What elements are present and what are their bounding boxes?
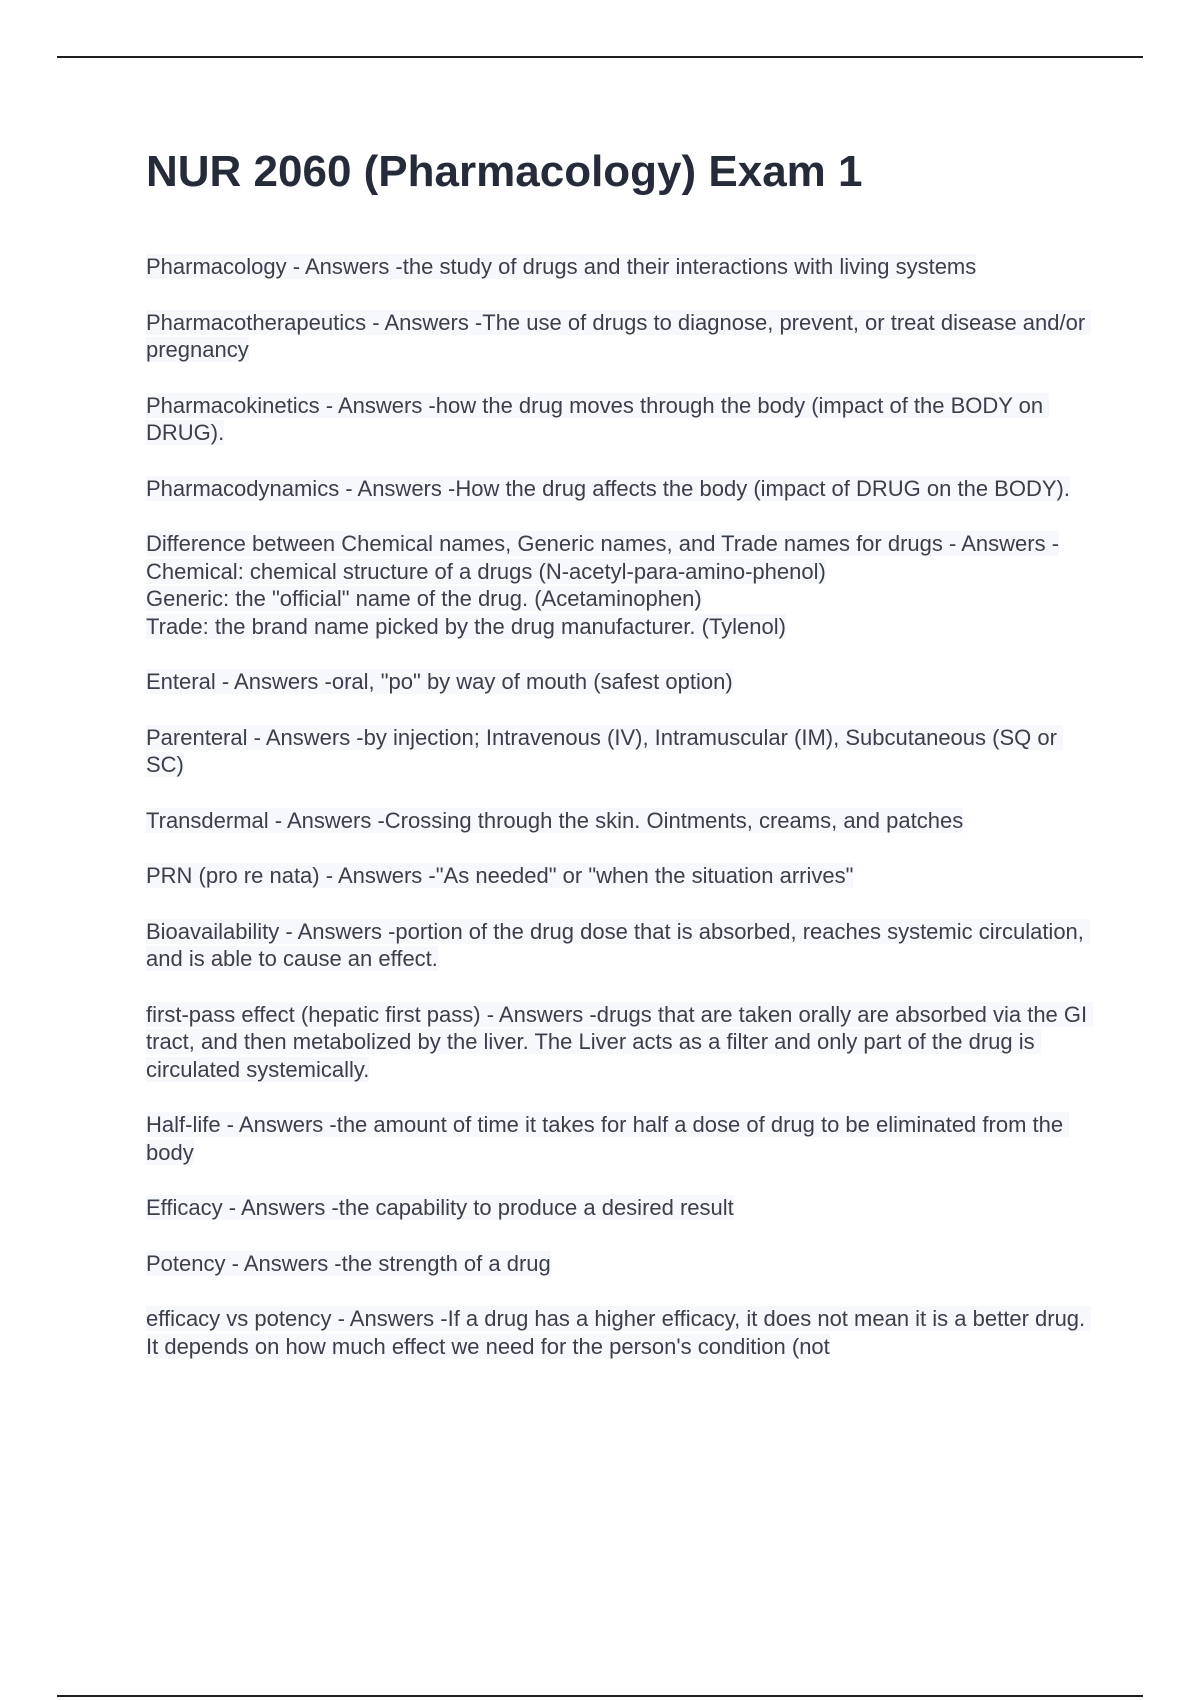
qa-text: Pharmacotherapeutics - Answers -The use of drugs to diagnose, prevent, or treat disease and/or pregnancy — [146, 309, 1092, 362]
qa-text: Pharmacodynamics - Answers -How the drug affects the body (impact of DRUG on the BODY). — [146, 475, 1070, 501]
qa-text: Efficacy - Answers -the capability to produce a desired result — [146, 1195, 734, 1220]
qa-item-transdermal — [146, 807, 1096, 835]
qa-list — [146, 253, 1096, 1388]
qa-item-efficacy — [146, 1194, 1096, 1222]
qa-item-potency — [146, 1250, 1096, 1278]
qa-text: first-pass effect (hepatic first pass) - Answers -drugs that are taken orally are absorbed via the GI tract, and then metabolized by the liver. The Liver acts as a filter and only part of the drug is circulated systemically. — [146, 1001, 1094, 1082]
qa-text: Potency - Answers -the strength of a drug — [146, 1250, 551, 1276]
qa-text: Enteral - Answers -oral, "po" by way of mouth (safest option) — [146, 669, 733, 694]
qa-text: PRN (pro re nata) - Answers -"As needed" or "when the situation arrives" — [146, 863, 854, 888]
qa-text: Half-life - Answers -the amount of time it takes for half a dose of drug to be eliminated from the body — [146, 1112, 1070, 1165]
qa-item-pharmacokinetics — [146, 392, 1096, 447]
qa-text: Transdermal - Answers -Crossing through the skin. Ointments, creams, and patches — [146, 807, 964, 833]
qa-item-drug-names — [146, 530, 1096, 640]
qa-item-prn — [146, 862, 1096, 890]
bottom-rule — [57, 1695, 1143, 1697]
qa-item-efficacy-vs-potency — [146, 1305, 1096, 1360]
qa-item-pharmacotherapeutics — [146, 309, 1096, 364]
qa-item-half-life — [146, 1111, 1096, 1166]
qa-text: Parenteral - Answers -by injection; Intravenous (IV), Intramuscular (IM), Subcutaneous (SQ or SC) — [146, 724, 1064, 777]
qa-item-parenteral — [146, 724, 1096, 779]
document-title: NUR 2060 (Pharmacology) Exam 1 — [146, 147, 863, 196]
qa-item-pharmacodynamics — [146, 475, 1096, 503]
qa-item-enteral — [146, 668, 1096, 696]
top-rule — [57, 56, 1143, 58]
qa-item-first-pass-effect — [146, 1001, 1096, 1084]
qa-text: efficacy vs potency - Answers -If a drug has a higher efficacy, it does not mean it is a better drug. It depends on how much effect we need for the person's condition (not — [146, 1306, 1092, 1359]
qa-text: Pharmacokinetics - Answers -how the drug moves through the body (impact of the BODY on DRUG). — [146, 392, 1050, 445]
qa-item-bioavailability — [146, 918, 1096, 973]
qa-text: Bioavailability - Answers -portion of the drug dose that is absorbed, reaches systemic circulation, and is able to cause an effect. — [146, 918, 1091, 971]
qa-item-pharmacology — [146, 253, 1096, 281]
qa-text: Difference between Chemical names, Generic names, and Trade names for drugs - Answers -Chemical: chemical structure of a drugs (N-acetyl-para-amino-phenol) Generic: the "official" name of the drug. (Acetaminophen) Trade: the brand name picked by the drug manufacturer. (Tylenol) — [146, 531, 1060, 639]
qa-text: Pharmacology - Answers -the study of drugs and their interactions with living systems — [146, 254, 977, 279]
